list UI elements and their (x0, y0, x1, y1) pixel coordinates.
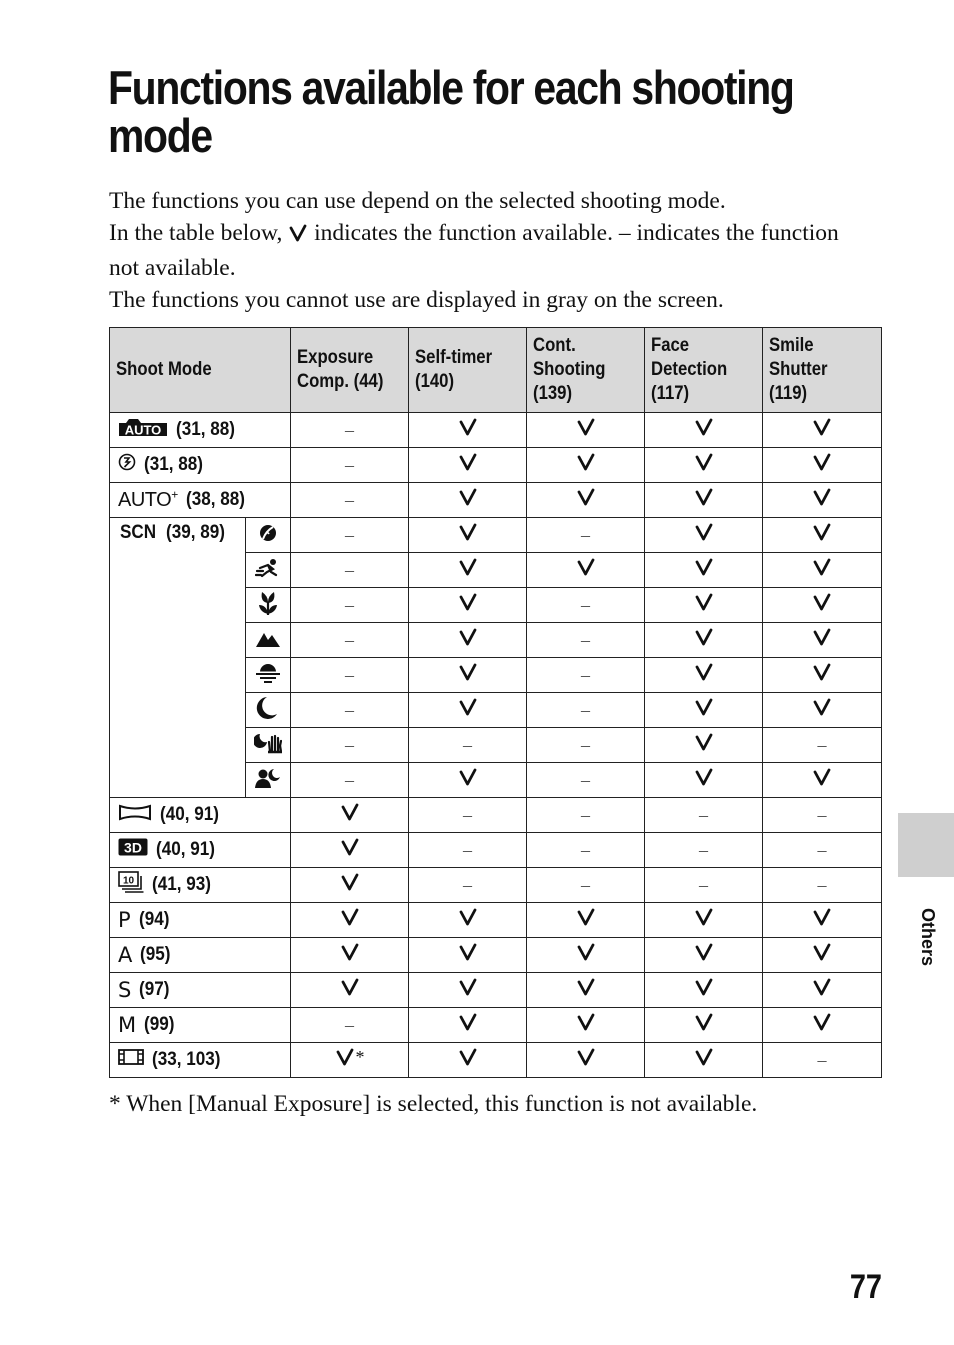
check-icon (694, 700, 714, 722)
face-detection-cell (645, 413, 763, 448)
self-timer-cell (409, 658, 527, 693)
scene-cell (246, 658, 291, 693)
header-shoot-mode (110, 328, 291, 413)
not-available-mark: – (463, 874, 473, 895)
night-portrait-scene-icon (254, 767, 282, 793)
smile-shutter-cell (763, 798, 882, 833)
not-available-mark: – (581, 629, 591, 650)
check-icon (340, 805, 360, 827)
check-icon (694, 595, 714, 617)
check-icon (694, 735, 714, 757)
check-icon (694, 1050, 714, 1072)
shoot-mode-cell (110, 448, 291, 483)
page-reference: (38, 88) (185, 489, 245, 510)
check-icon (576, 455, 596, 477)
not-available-mark: – (463, 804, 473, 825)
check-icon (576, 420, 596, 442)
check-icon (812, 945, 832, 967)
check-icon (458, 980, 478, 1002)
not-available-mark: – (817, 804, 827, 825)
not-available-mark: – (345, 1014, 355, 1035)
face-detection-cell (645, 553, 763, 588)
movie-mode-icon (118, 1048, 144, 1072)
self-timer-cell (409, 938, 527, 973)
exposure-comp-cell (291, 868, 409, 903)
face-detection-cell (645, 868, 763, 903)
face-detection-cell (645, 483, 763, 518)
not-available-mark: – (463, 839, 473, 860)
header-label-line: Self-timer (415, 347, 493, 368)
check-icon (458, 560, 478, 582)
face-detection-cell (645, 1043, 763, 1078)
scene-cell (246, 728, 291, 763)
check-icon (694, 1015, 714, 1037)
exposure-comp-cell (291, 903, 409, 938)
check-icon (694, 560, 714, 582)
header-label-line: Comp. (44) (297, 371, 384, 392)
self-timer-cell (409, 868, 527, 903)
smile-shutter-cell (763, 1043, 882, 1078)
check-icon (694, 945, 714, 967)
not-available-mark: – (581, 804, 591, 825)
portrait-scene-icon (256, 521, 280, 549)
not-available-mark: – (581, 874, 591, 895)
smile-shutter-cell (763, 518, 882, 553)
burst-shooting-icon (118, 871, 144, 899)
intro-line-3: The functions you cannot use are displayed in gray on the screen. (109, 287, 724, 313)
check-icon (812, 770, 832, 792)
not-available-mark: – (817, 839, 827, 860)
scene-cell (246, 623, 291, 658)
sweep-panorama-icon (118, 803, 152, 827)
face-detection-cell (645, 658, 763, 693)
exposure-comp-cell (291, 448, 409, 483)
table-row (110, 903, 882, 938)
table-row (110, 938, 882, 973)
self-timer-cell (409, 448, 527, 483)
check-icon (458, 420, 478, 442)
smile-shutter-cell (763, 413, 882, 448)
not-available-mark: – (345, 734, 355, 755)
intro-line-2-end: indicates the function available. – indicates the function not available. (109, 220, 839, 281)
not-available-mark: – (581, 594, 591, 615)
self-timer-cell (409, 728, 527, 763)
face-detection-cell (645, 938, 763, 973)
cont-shooting-cell (527, 588, 645, 623)
shoot-mode-cell (110, 1008, 291, 1043)
table-row (110, 973, 882, 1008)
cont-shooting-cell (527, 483, 645, 518)
table-row (110, 1008, 882, 1043)
check-icon (576, 910, 596, 932)
self-timer-cell (409, 623, 527, 658)
header-label-line: (119) (769, 383, 808, 404)
scene-cell (246, 518, 291, 553)
cont-shooting-cell (527, 973, 645, 1008)
cont-shooting-cell (527, 518, 645, 553)
check-icon (458, 630, 478, 652)
face-detection-cell (645, 1008, 763, 1043)
exposure-comp-cell (291, 798, 409, 833)
check-icon (458, 945, 478, 967)
header-label-line: Face (651, 335, 690, 356)
self-timer-cell (409, 973, 527, 1008)
check-icon (458, 595, 478, 617)
cont-shooting-cell (527, 728, 645, 763)
face-detection-cell (645, 448, 763, 483)
aperture-priority-icon: A (118, 942, 133, 967)
check-icon (812, 595, 832, 617)
check-icon (288, 220, 308, 252)
check-icon (340, 945, 360, 967)
smile-shutter-cell (763, 483, 882, 518)
header-label-line: (117) (651, 383, 690, 404)
face-detection-cell (645, 763, 763, 798)
check-icon (812, 700, 832, 722)
not-available-mark: – (581, 699, 591, 720)
not-available-mark: – (345, 699, 355, 720)
scene-cell (246, 763, 291, 798)
check-icon (694, 980, 714, 1002)
page-reference: (40, 91) (160, 804, 219, 825)
exposure-comp-cell (291, 518, 409, 553)
page-reference: (33, 103) (152, 1049, 221, 1070)
exposure-comp-cell (291, 413, 409, 448)
scene-cell (246, 588, 291, 623)
self-timer-cell (409, 798, 527, 833)
intro-text (109, 185, 849, 316)
shoot-mode-cell (110, 938, 291, 973)
exposure-comp-cell (291, 553, 409, 588)
sunset-scene-icon (255, 662, 281, 688)
check-icon (340, 980, 360, 1002)
check-icon (576, 945, 596, 967)
check-icon (812, 525, 832, 547)
svg-text:10: 10 (122, 875, 135, 887)
check-icon (694, 770, 714, 792)
check-icon (458, 1050, 478, 1072)
table-row (110, 833, 882, 868)
self-timer-cell (409, 1043, 527, 1078)
cont-shooting-cell (527, 623, 645, 658)
check-icon (458, 770, 478, 792)
not-available-mark: – (345, 769, 355, 790)
smile-shutter-cell (763, 623, 882, 658)
intro-line-2 (109, 217, 849, 284)
3d-sweep-panorama-icon (118, 837, 148, 863)
page-reference: (94) (138, 909, 170, 930)
table-row (110, 868, 882, 903)
self-timer-cell (409, 1008, 527, 1043)
header-shoot-mode-label: Shoot Mode (116, 359, 212, 380)
smile-shutter-cell (763, 693, 882, 728)
check-icon (458, 525, 478, 547)
shoot-mode-cell (110, 868, 291, 903)
self-timer-cell (409, 903, 527, 938)
check-icon (812, 630, 832, 652)
header-label-line: (140) (415, 371, 455, 392)
face-detection-cell (645, 518, 763, 553)
sports-scene-icon (255, 557, 281, 583)
self-timer-cell (409, 553, 527, 588)
check-icon (576, 1015, 596, 1037)
cont-shooting-cell (527, 798, 645, 833)
face-detection-cell (645, 973, 763, 1008)
header-exposure-comp (291, 328, 409, 413)
page-title: Functions available for each shooting mode (108, 61, 794, 162)
exposure-comp-cell (291, 693, 409, 728)
check-icon (812, 490, 832, 512)
svg-text:3D: 3D (124, 839, 142, 856)
svg-text:AUTO: AUTO (124, 422, 162, 437)
header-label-line: Shutter (769, 359, 828, 380)
check-icon (694, 490, 714, 512)
smile-shutter-cell (763, 553, 882, 588)
cont-shooting-cell (527, 658, 645, 693)
not-available-mark: – (699, 804, 709, 825)
header-label-line: Cont. (533, 335, 576, 356)
shoot-mode-cell (110, 903, 291, 938)
handheld-twilight-scene-icon (254, 732, 282, 758)
self-timer-cell (409, 693, 527, 728)
scene-cell (246, 553, 291, 588)
face-detection-cell (645, 833, 763, 868)
check-icon (694, 630, 714, 652)
header-label-line: Exposure (297, 347, 374, 368)
table-row (110, 448, 882, 483)
shoot-mode-cell (110, 413, 291, 448)
easy-mode-icon (118, 453, 136, 477)
footnote-marker: * (355, 1047, 365, 1067)
exposure-comp-cell (291, 833, 409, 868)
check-icon (340, 875, 360, 897)
exposure-comp-cell (291, 483, 409, 518)
smile-shutter-cell (763, 588, 882, 623)
cont-shooting-cell (527, 1008, 645, 1043)
page-reference: (95) (140, 944, 171, 965)
shoot-mode-cell (110, 518, 246, 798)
face-detection-cell (645, 903, 763, 938)
exposure-comp-cell (291, 588, 409, 623)
intro-line-2-start: In the table below, (109, 220, 283, 246)
shoot-mode-cell (110, 833, 291, 868)
exposure-comp-cell (291, 973, 409, 1008)
cont-shooting-cell (527, 833, 645, 868)
exposure-comp-cell (291, 938, 409, 973)
smile-shutter-cell (763, 658, 882, 693)
page-reference: (99) (144, 1014, 175, 1035)
table-header-row (110, 328, 882, 413)
not-available-mark: – (581, 839, 591, 860)
check-icon (340, 840, 360, 862)
smile-shutter-cell (763, 728, 882, 763)
exposure-comp-cell (291, 623, 409, 658)
exposure-comp-cell (291, 658, 409, 693)
face-detection-cell (645, 623, 763, 658)
not-available-mark: – (581, 734, 591, 755)
cont-shooting-cell (527, 553, 645, 588)
header-face-detection (645, 328, 763, 413)
not-available-mark: – (817, 874, 827, 895)
page-reference: (41, 93) (152, 874, 211, 895)
smile-shutter-cell (763, 903, 882, 938)
not-available-mark: – (345, 524, 355, 545)
check-icon (694, 455, 714, 477)
not-available-mark: – (345, 594, 355, 615)
check-icon (458, 665, 478, 687)
not-available-mark: – (581, 769, 591, 790)
shoot-mode-cell (110, 483, 291, 518)
face-detection-cell (645, 588, 763, 623)
self-timer-cell (409, 763, 527, 798)
page-reference: (39, 89) (166, 522, 226, 543)
cont-shooting-cell (527, 763, 645, 798)
self-timer-cell (409, 588, 527, 623)
not-available-mark: – (581, 664, 591, 685)
check-icon (576, 980, 596, 1002)
not-available-mark: – (463, 734, 473, 755)
not-available-mark: – (699, 839, 709, 860)
check-icon (576, 560, 596, 582)
header-label-line: Shooting (533, 359, 606, 380)
table-row (110, 1043, 882, 1078)
check-icon (576, 490, 596, 512)
superior-auto-icon: AUTO+ (118, 487, 178, 512)
face-detection-cell (645, 728, 763, 763)
smile-shutter-cell (763, 973, 882, 1008)
smile-shutter-cell (763, 448, 882, 483)
table-row (110, 518, 882, 553)
check-icon (812, 1015, 832, 1037)
check-icon (458, 1015, 478, 1037)
check-icon (458, 490, 478, 512)
not-available-mark: – (699, 874, 709, 895)
header-smile-shutter (763, 328, 882, 413)
smile-shutter-cell (763, 1008, 882, 1043)
smile-shutter-cell (763, 938, 882, 973)
face-detection-cell (645, 798, 763, 833)
section-label: Others (918, 907, 938, 967)
not-available-mark: – (581, 524, 591, 545)
smile-shutter-cell (763, 833, 882, 868)
smile-shutter-cell (763, 868, 882, 903)
landscape-scene-icon (255, 628, 281, 652)
scene-cell (246, 693, 291, 728)
check-icon (335, 1050, 355, 1072)
header-label-line: (139) (533, 383, 573, 404)
face-detection-cell (645, 693, 763, 728)
check-icon (694, 525, 714, 547)
self-timer-cell (409, 413, 527, 448)
not-available-mark: – (817, 1049, 827, 1070)
table-row (110, 413, 882, 448)
page-reference: (40, 91) (156, 839, 215, 860)
shoot-mode-cell (110, 798, 291, 833)
page-reference: (31, 88) (176, 419, 235, 440)
cont-shooting-cell (527, 868, 645, 903)
intelligent-auto-icon (118, 417, 168, 443)
self-timer-cell (409, 833, 527, 868)
self-timer-cell (409, 518, 527, 553)
check-icon (694, 665, 714, 687)
not-available-mark: – (817, 734, 827, 755)
check-icon (458, 910, 478, 932)
table-row (110, 483, 882, 518)
not-available-mark: – (345, 629, 355, 650)
self-timer-cell (409, 483, 527, 518)
footnote: * When [Manual Exposure] is selected, this function is not available. (109, 1091, 758, 1117)
macro-scene-icon (256, 590, 280, 620)
shoot-mode-cell (110, 1043, 291, 1078)
not-available-mark: – (345, 664, 355, 685)
cont-shooting-cell (527, 903, 645, 938)
manual-exposure-icon: M (118, 1012, 137, 1037)
not-available-mark: – (345, 559, 355, 580)
exposure-comp-cell (291, 763, 409, 798)
cont-shooting-cell (527, 448, 645, 483)
check-icon (812, 980, 832, 1002)
check-icon (458, 455, 478, 477)
exposure-comp-cell (291, 728, 409, 763)
intro-line-1: The functions you can use depend on the selected shooting mode. (109, 188, 726, 214)
table-row (110, 798, 882, 833)
page-reference: (97) (139, 979, 170, 1000)
header-self-timer (409, 328, 527, 413)
exposure-comp-cell (291, 1008, 409, 1043)
header-cont-shooting (527, 328, 645, 413)
check-icon (694, 420, 714, 442)
check-icon (812, 665, 832, 687)
program-mode-icon: P (118, 907, 131, 932)
header-label-line: Smile (769, 335, 814, 356)
not-available-mark: – (345, 489, 355, 510)
not-available-mark: – (345, 454, 355, 475)
check-icon (812, 420, 832, 442)
not-available-mark: – (345, 419, 355, 440)
check-icon (458, 700, 478, 722)
cont-shooting-cell (527, 1043, 645, 1078)
night-scene-icon (256, 696, 280, 724)
exposure-comp-cell (291, 1043, 409, 1078)
header-label-line: Detection (651, 359, 728, 380)
cont-shooting-cell (527, 938, 645, 973)
check-icon (340, 910, 360, 932)
section-tab (898, 813, 954, 877)
cont-shooting-cell (527, 413, 645, 448)
shutter-priority-icon: S (118, 977, 132, 1002)
smile-shutter-cell (763, 763, 882, 798)
check-icon (812, 455, 832, 477)
cont-shooting-cell (527, 693, 645, 728)
page-number: 77 (849, 1268, 882, 1306)
scn-icon: SCN (120, 522, 157, 543)
check-icon (576, 1050, 596, 1072)
check-icon (812, 910, 832, 932)
functions-table (109, 327, 882, 1078)
check-icon (812, 560, 832, 582)
shoot-mode-cell (110, 973, 291, 1008)
check-icon (694, 910, 714, 932)
page-reference: (31, 88) (144, 454, 203, 475)
